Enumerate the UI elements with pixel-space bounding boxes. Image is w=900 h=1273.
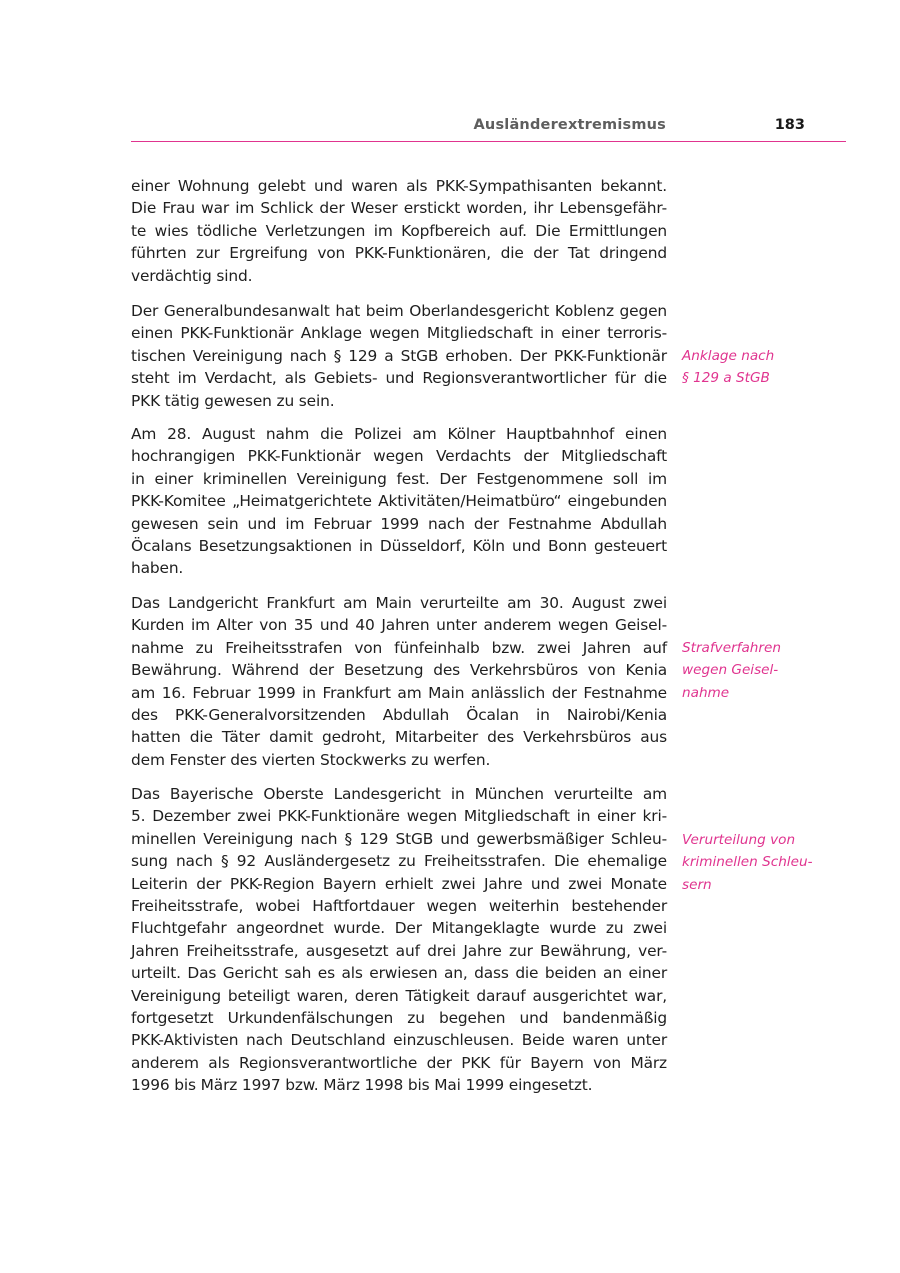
- paragraph-line: Am 28. August nahm die Polizei am Kölner Hauptbahnhof einen: [131, 425, 667, 443]
- paragraph-line: 1996 bis März 1997 bzw. März 1998 bis Mai 1999 eingesetzt.: [131, 1076, 593, 1095]
- margin-note-verurteilung: [682, 829, 852, 896]
- paragraph-line: anderem als Regionsverantwortliche der PKK für Bayern von März: [131, 1053, 667, 1072]
- paragraph-line: Bewährung. Während der Besetzung des Verkehrsbüros von Kenia: [131, 661, 667, 680]
- margin-note-line: § 129 a StGB: [682, 370, 770, 387]
- paragraph-line: einer Wohnung gelebt und waren als PKK-Sympathisanten bekannt.: [131, 177, 667, 195]
- margin-note-strafverfahren: [682, 637, 852, 704]
- paragraph-line: Die Frau war im Schlick der Weser erstickt worden, ihr Lebensgefähr-: [131, 199, 667, 218]
- paragraph-line: Vereinigung beteiligt waren, deren Tätigkeit darauf ausgerichtet war,: [131, 986, 667, 1005]
- paragraph-line: Leiterin der PKK-Region Bayern erhielt zwei Jahre und zwei Monate: [131, 874, 667, 893]
- paragraph-line: hochrangigen PKK-Funktionär wegen Verdachts der Mitgliedschaft: [131, 447, 667, 466]
- paragraph-line: tischen Vereinigung nach § 129 a StGB erhoben. Der PKK-Funktionär: [131, 346, 667, 365]
- paragraph-line: am 16. Februar 1999 in Frankfurt am Main anlässlich der Festnahme: [131, 683, 667, 702]
- paragraph-line: nahme zu Freiheitsstrafen von fünfeinhalb bzw. zwei Jahren auf: [131, 638, 667, 657]
- paragraph-line: dem Fenster des vierten Stockwerks zu werfen.: [131, 750, 491, 769]
- paragraph-5: [131, 783, 667, 1096]
- paragraph-line: steht im Verdacht, als Gebiets- und Regionsverantwortlicher für die: [131, 369, 667, 388]
- paragraph-line: 5. Dezember zwei PKK-Funktionäre wegen Mitgliedschaft in einer kri-: [131, 807, 667, 826]
- paragraph-line: des PKK-Generalvorsitzenden Abdullah Öcalan in Nairobi/Kenia: [131, 705, 667, 724]
- paragraph-line: Öcalans Besetzungsaktionen in Düsseldorf, Köln und Bonn gesteuert: [131, 536, 667, 555]
- paragraph-1: [131, 175, 667, 287]
- paragraph-line: Jahren Freiheitsstrafe, ausgesetzt auf drei Jahre zur Bewährung, ver-: [131, 941, 667, 960]
- paragraph-line: te wies tödliche Verletzungen im Kopfbereich auf. Die Ermittlungen: [131, 221, 667, 240]
- paragraph-line: Freiheitsstrafe, wobei Haftfortdauer wegen weiterhin bestehender: [131, 896, 667, 915]
- paragraph-line: Der Generalbundesanwalt hat beim Oberlandesgericht Koblenz gegen: [131, 302, 667, 320]
- paragraph-line: fortgesetzt Urkundenfälschungen zu begehen und bandenmäßig: [131, 1008, 667, 1027]
- paragraph-line: gewesen sein und im Februar 1999 nach der Festnahme Abdullah: [131, 514, 667, 533]
- paragraph-line: urteilt. Das Gericht sah es als erwiesen an, dass die beiden an einer: [131, 964, 667, 983]
- page-number: 183: [774, 117, 805, 133]
- margin-note-line: Anklage nach: [682, 348, 775, 364]
- margin-note-line: sern: [682, 876, 712, 893]
- running-header-title: Ausländerextremismus: [473, 117, 666, 133]
- paragraph-line: führten zur Ergreifung von PKK-Funktionären, die der Tat dringend: [131, 244, 667, 263]
- margin-note-line: Strafverfahren: [682, 640, 781, 656]
- margin-note-line: nahme: [682, 684, 730, 701]
- paragraph-line: einen PKK-Funktionär Anklage wegen Mitgliedschaft in einer terroris-: [131, 324, 667, 343]
- paragraph-line: PKK-Komitee „Heimatgerichtete Aktivitäten/Heimatbüro“ eingebunden: [131, 492, 667, 511]
- paragraph-line: Kurden im Alter von 35 und 40 Jahren unter anderem wegen Geisel-: [131, 616, 667, 635]
- paragraph-4: [131, 592, 667, 771]
- margin-note-line: kriminellen Schleu-: [682, 854, 813, 871]
- paragraph-2: [131, 300, 667, 412]
- margin-note-line: Verurteilung von: [682, 832, 796, 848]
- paragraph-line: sung nach § 92 Ausländergesetz zu Freiheitsstrafen. Die ehemalige: [131, 852, 667, 871]
- header-rule: [131, 141, 846, 142]
- paragraph-line: minellen Vereinigung nach § 129 StGB und gewerbsmäßiger Schleu-: [131, 829, 667, 848]
- paragraph-line: hatten die Täter damit gedroht, Mitarbeiter des Verkehrsbüros aus: [131, 728, 667, 747]
- paragraph-line: Fluchtgefahr angeordnet wurde. Der Mitangeklagte wurde zu zwei: [131, 919, 667, 938]
- running-header: [131, 116, 846, 140]
- paragraph-line: Das Bayerische Oberste Landesgericht in München verurteilte am: [131, 785, 667, 803]
- paragraph-3: [131, 423, 667, 580]
- paragraph-line: in einer kriminellen Vereinigung fest. Der Festgenommene soll im: [131, 469, 667, 488]
- margin-note-line: wegen Geisel-: [682, 662, 779, 679]
- paragraph-line: Das Landgericht Frankfurt am Main verurteilte am 30. August zwei: [131, 594, 667, 612]
- paragraph-line: haben.: [131, 559, 184, 578]
- paragraph-line: PKK-Aktivisten nach Deutschland einzuschleusen. Beide waren unter: [131, 1031, 667, 1050]
- paragraph-line: PKK tätig gewesen zu sein.: [131, 391, 335, 410]
- margin-note-anklage: [682, 345, 852, 390]
- paragraph-line: verdächtig sind.: [131, 266, 253, 285]
